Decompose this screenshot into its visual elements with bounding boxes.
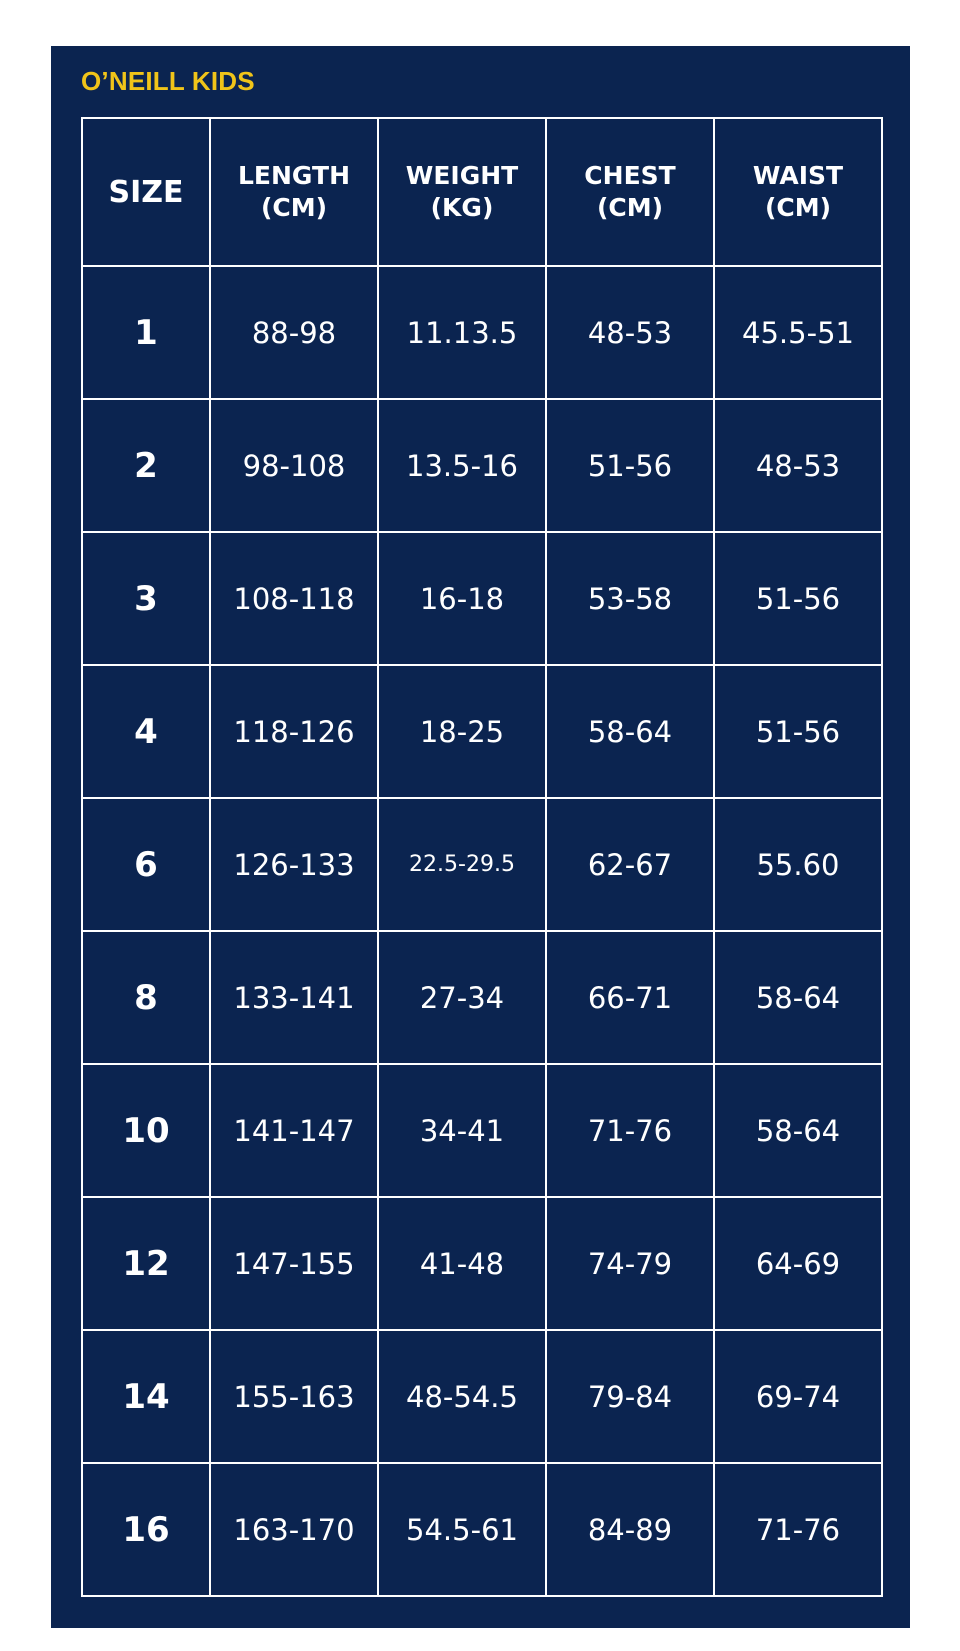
table-row bbox=[82, 399, 882, 532]
waist-cell: 69-74 bbox=[714, 1330, 882, 1463]
length-cell: 155-163 bbox=[210, 1330, 378, 1463]
weight-cell: 41-48 bbox=[378, 1197, 546, 1330]
waist-cell: 51-56 bbox=[714, 665, 882, 798]
length-cell: 118-126 bbox=[210, 665, 378, 798]
brand-title: O’NEILL KIDS bbox=[81, 66, 255, 96]
waist-cell: 55.60 bbox=[714, 798, 882, 931]
waist-cell: 58-64 bbox=[714, 931, 882, 1064]
table-row bbox=[82, 1197, 882, 1330]
size-table bbox=[81, 117, 883, 1597]
chest-cell: 84-89 bbox=[546, 1463, 714, 1596]
column-header-weight bbox=[378, 118, 546, 266]
waist-cell: 58-64 bbox=[714, 1064, 882, 1197]
chest-cell: 58-64 bbox=[546, 665, 714, 798]
length-cell: 133-141 bbox=[210, 931, 378, 1064]
column-header-size bbox=[82, 118, 210, 266]
chest-cell: 71-76 bbox=[546, 1064, 714, 1197]
weight-cell: 22.5-29.5 bbox=[378, 798, 546, 931]
column-header-unit: (CM) bbox=[596, 193, 664, 222]
chest-cell: 79-84 bbox=[546, 1330, 714, 1463]
column-header-line: CHEST bbox=[584, 160, 676, 190]
table-row bbox=[82, 266, 882, 399]
size-cell: 1 bbox=[82, 266, 210, 399]
column-header-length bbox=[210, 118, 378, 266]
column-header-chest bbox=[546, 118, 714, 266]
size-cell: 6 bbox=[82, 798, 210, 931]
waist-cell: 45.5-51 bbox=[714, 266, 882, 399]
length-cell: 163-170 bbox=[210, 1463, 378, 1596]
size-cell: 4 bbox=[82, 665, 210, 798]
table-row bbox=[82, 532, 882, 665]
table-header-row bbox=[82, 118, 882, 266]
column-header-line: WAIST bbox=[752, 160, 844, 190]
weight-cell: 11.13.5 bbox=[378, 266, 546, 399]
waist-cell: 64-69 bbox=[714, 1197, 882, 1330]
weight-cell: 16-18 bbox=[378, 532, 546, 665]
weight-cell: 27-34 bbox=[378, 931, 546, 1064]
weight-cell: 48-54.5 bbox=[378, 1330, 546, 1463]
chest-cell: 62-67 bbox=[546, 798, 714, 931]
chest-cell: 74-79 bbox=[546, 1197, 714, 1330]
weight-cell: 13.5-16 bbox=[378, 399, 546, 532]
table-row bbox=[82, 1463, 882, 1596]
waist-cell: 48-53 bbox=[714, 399, 882, 532]
size-cell: 10 bbox=[82, 1064, 210, 1197]
column-header-line: LENGTH bbox=[238, 160, 350, 190]
size-chart-card bbox=[51, 46, 910, 1628]
column-header-line: WEIGHT bbox=[405, 160, 519, 190]
table-row bbox=[82, 931, 882, 1064]
length-cell: 98-108 bbox=[210, 399, 378, 532]
size-cell: 14 bbox=[82, 1330, 210, 1463]
waist-cell: 51-56 bbox=[714, 532, 882, 665]
weight-cell: 54.5-61 bbox=[378, 1463, 546, 1596]
table-row bbox=[82, 665, 882, 798]
column-header-unit: (KG) bbox=[430, 193, 494, 222]
length-cell: 147-155 bbox=[210, 1197, 378, 1330]
table-row bbox=[82, 1330, 882, 1463]
table-row bbox=[82, 798, 882, 931]
chest-cell: 66-71 bbox=[546, 931, 714, 1064]
size-cell: 3 bbox=[82, 532, 210, 665]
column-header-waist bbox=[714, 118, 882, 266]
chest-cell: 51-56 bbox=[546, 399, 714, 532]
size-cell: 12 bbox=[82, 1197, 210, 1330]
chest-cell: 53-58 bbox=[546, 532, 714, 665]
size-cell: 8 bbox=[82, 931, 210, 1064]
length-cell: 126-133 bbox=[210, 798, 378, 931]
weight-cell: 34-41 bbox=[378, 1064, 546, 1197]
length-cell: 108-118 bbox=[210, 532, 378, 665]
waist-cell: 71-76 bbox=[714, 1463, 882, 1596]
table-body bbox=[82, 266, 882, 1596]
length-cell: 141-147 bbox=[210, 1064, 378, 1197]
length-cell: 88-98 bbox=[210, 266, 378, 399]
table-row bbox=[82, 1064, 882, 1197]
size-cell: 16 bbox=[82, 1463, 210, 1596]
column-header-line: SIZE bbox=[108, 174, 184, 210]
column-header-unit: (CM) bbox=[764, 193, 832, 222]
column-header-unit: (CM) bbox=[260, 193, 328, 222]
size-cell: 2 bbox=[82, 399, 210, 532]
chest-cell: 48-53 bbox=[546, 266, 714, 399]
weight-cell: 18-25 bbox=[378, 665, 546, 798]
